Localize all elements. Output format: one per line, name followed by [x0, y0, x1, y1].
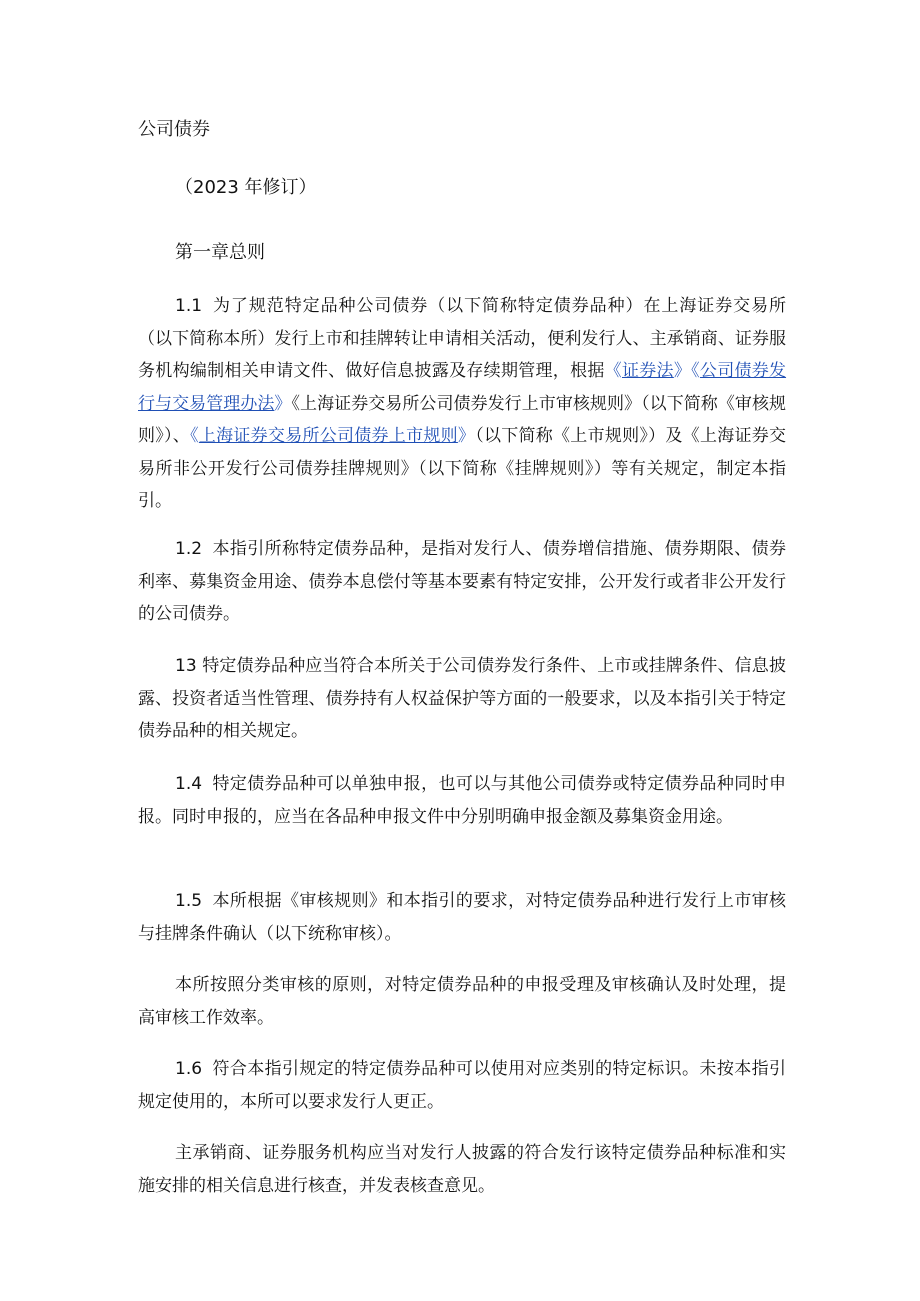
revision-note: （2023 年修订）	[175, 177, 317, 198]
link-bond-measures[interactable]: 公司债券发行与交易管理办法	[138, 361, 787, 414]
paragraph-1-6	[138, 1053, 786, 1118]
paragraph-1-4	[138, 768, 786, 833]
paragraph-text: 本指引所称特定债券品种，是指对发行人、债券增信措施、债券期限、债券利率、募集资金用途、债券本息偿付等基本要素有特定安排，公开发行或者非公开发行的公司债券。	[138, 539, 786, 624]
section-number: 1.5	[175, 891, 203, 911]
paragraph-text: 本所按照分类审核的原则，对特定债券品种的申报受理及审核确认及时处理，提高审核工作效率。	[138, 975, 786, 1028]
paragraph-text: 《上海证券交易所公司债券发行上市审核规则》（以下简称《审核规则》）、	[138, 393, 787, 446]
paragraph-text: 特定债券品种可以单独申报，也可以与其他公司债券或特定债券品种同时申报。同时申报的，应当在各品种申报文件中分别明确申报金额及募集资金用途。	[138, 774, 786, 827]
paragraph-1-5-continued	[138, 969, 786, 1034]
document-title: 公司债券	[138, 119, 210, 140]
paragraph-text: 13 特定债券品种应当符合本所关于公司债券发行条件、上市或挂牌条件、信息披露、投资者适当性管理、债券持有人权益保护等方面的一般要求，以及本指引关于特定债券品种的相关规定。	[138, 656, 786, 741]
paragraph-text: （以下简称《上市规则》）及《上海证券交易所非公开发行公司债券挂牌规则》（以下简称《挂牌规则》）等有关规定，制定本指引。	[138, 426, 787, 511]
paragraph-text: 为了规范特定品种公司债券（以下简称特定债券品种）在上海证券交易所（以下简称本所）发行上市和挂牌转让申请相关活动，便利发行人、主承销商、证券服务机构编制相关申请文件、做好信息披露及存续期管理，根据	[138, 296, 786, 381]
paragraph-1-3	[138, 650, 786, 748]
paragraph-text: 符合本指引规定的特定债券品种可以使用对应类别的特定标识。未按本指引规定使用的，本所可以要求发行人更正。	[138, 1059, 786, 1112]
link-securities-law[interactable]: 证券法	[621, 361, 674, 381]
paragraph-1-2	[138, 533, 786, 631]
paragraph-text: 本所根据《审核规则》和本指引的要求，对特定债券品种进行发行上市审核与挂牌条件确认（以下统称审核）。	[138, 891, 786, 944]
paragraph-1-6-continued	[138, 1137, 786, 1202]
paragraph-1-1: 1.1 为了规范特定品种公司债券（以下简称特定债券品种）在上海证券交易所（以下简称本所）发行上市和挂牌转让申请相关活动，便利发行人、主承销商、证券服务机构编制相关申请文件、做好信息披露及存续期管理，根据《证券法》《公司债券发行与交易管理办法》《上海证券交易所公司债券发行上市审核规则》（以下简称《审核规则》）、《上海证券交易所公司债券上市规则》（以下简称《上市规则》）及《上海证券交易所非公开发行公司债券挂牌规则》（以下简称《挂牌规则》）等有关规定，制定本指引。	[138, 296, 787, 511]
paragraph-1-5	[138, 885, 786, 950]
section-number: 1.2	[175, 539, 203, 559]
link-listing-rules[interactable]: 上海证券交易所公司债券上市规则	[198, 426, 458, 446]
section-number: 1.1	[175, 296, 203, 316]
paragraph-text: 主承销商、证券服务机构应当对发行人披露的符合发行该特定债券品种标准和实施安排的相关信息进行核查，并发表核查意见。	[138, 1143, 786, 1196]
section-number: 1.4	[175, 774, 203, 794]
chapter-heading: 第一章总则	[175, 242, 265, 263]
section-number: 1.6	[175, 1059, 203, 1079]
